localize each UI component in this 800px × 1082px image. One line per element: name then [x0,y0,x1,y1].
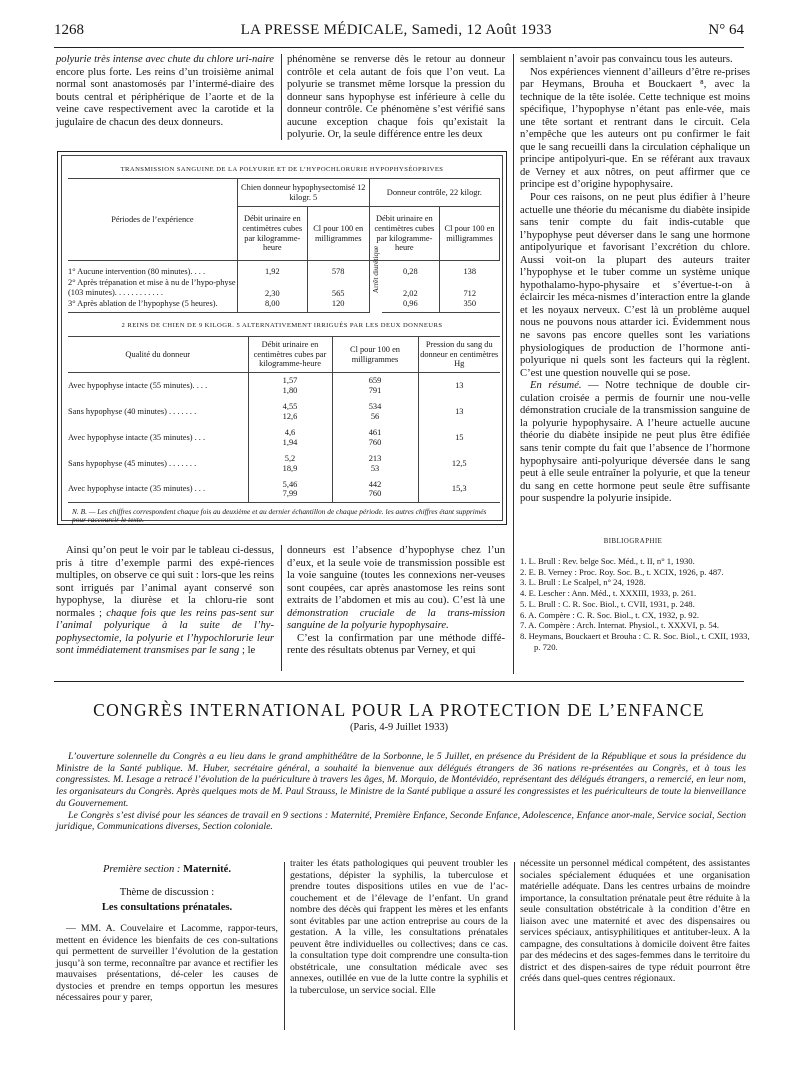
italic-phrase: En résumé. [530,380,582,392]
table2-value: 7,99 [282,489,298,499]
table2-pressure: 13 [418,399,500,425]
paragraph: Nos expériences viennent d’ailleurs d’être re-prises par Heymans, Brouha et Bouckaert ⁸, avec la technique de la tête isolée. Cette technique est moins spécifique, l’hypophyse n’étant pas enle-vée, mais une tête sortant et rentrant dans le circuit. Cela n’empêche que les auteurs ont pu confirmer le fait que le sang recueilli dans la circulation céphalique un principe antipolyuri-que. En se référant aux travaux de Verney et aux nôtres, on peut affirmer que ce principe est d’origine hypophysaire. [520,66,750,191]
table2 [68,336,500,503]
table2-row [68,451,500,477]
table1-header-group-a: Chien donneur hypophysectomisé 12 kilogr. 5 [237,179,369,207]
table2-value: 1,94 [282,437,298,447]
paragraph: — MM. A. Couvelaire et Lacomme, rappor-teurs, mettent en évidence les bienfaits de ces con-sultations qui permettent de surveiller l’évolution de la gestation jusqu’à son terme, reconnaître par avance et rectifier les mauvaises présentations, dé-celer les causes de dystocies et prendre en temps opportun les mesures nécessaires pour y parer, [56,923,278,1003]
table1-cell: 350 [440,299,500,313]
table2-value: 791 [368,385,382,395]
congress-title: CONGRÈS INTERNATIONAL POUR LA PROTECTION DE L’ENFANCE [93,700,705,720]
bibliography-list [520,556,750,652]
paragraph: C’est la confirmation par une méthode diffé-rente des résultats obtenus par Verney, et qui [287,632,505,657]
paragraph: polyurie très intense avec chute du chlore uri-naire encore plus forte. Les reins d’un troisième animal normal sont anastomosés par l’intermé-diaire des bouts central et périphérique de l’aorte et de la veine cave respectivement avec la carotide et la jugulaire de chacun des deux donneurs. [56,54,274,128]
paragraph: traiter les états pathologiques qui peuvent troubler les gestations, dépister la syphilis, la tuberculose et prendre toutes dispositions utiles en vue de l’ac-couchement et de l’élevage de l’enfant. Un grand nombre des décès qui frappent les mères et les enfants sont évitables par une action entreprise au cours de la gestation. A la ville, les consultations prénatales peuvent être individuelles ou collectives; dans ce cas. la consultation type doit comprendre une consulta-tion obstétricale, une consultation médicale avec ses annexes, outillée en vue de la lutte contre la syphilis et la tuberculose, un service social. Elle [290,858,508,996]
table2-row [68,425,500,451]
table2-header-cl: Cl pour 100 en milligrammes [332,337,418,373]
table2-debit [248,477,332,503]
italic-phrase: polyurie très intense avec chute du chlore uri-naire [56,54,274,65]
column-middle-top [287,54,505,142]
bibliography-item: 5. L. Brull : C. R. Soc. Biol., t. CVII, 1931, p. 248. [520,598,695,609]
column-middle-bottom [287,545,505,658]
table2-caption: 2 REINS DE CHIEN DE 9 KILOGR. 5 ALTERNATIVEMENT IRRIGUÉS PAR LES DEUX DONNEURS [121,322,443,329]
table2-value: 4,6 [284,427,296,437]
column-left-bottom [56,545,274,658]
tables-frame [57,151,507,525]
table2-cl [332,399,418,425]
table2-value: 534 [368,401,382,411]
table1-row [68,277,500,299]
table2-pressure: 13 [418,373,500,399]
table2-cl [332,477,418,503]
table1-cell: 578 [307,261,369,277]
table1-row [68,299,500,313]
table1-cell: 2,02 [403,289,418,298]
table2-value: 5,2 [284,453,296,463]
table2-note: N. B. — Les chiffres correspondent chaque fois au deuxième et au dernier échantillon de chaque période. les autres chiffres étant supprimés pour raccourcir le texte. [72,507,487,525]
bibliography-item: 3. L. Brull : Le Scalpel, n° 24, 1928. [520,577,646,588]
table2-debit [248,425,332,451]
bibliography-item: 8. Heymans, Bouckaert et Brouha : C. R. Soc. Biol., t. CXII, 1933, p. 720. [520,630,750,652]
table1-cell: 2,30 [237,277,307,299]
table1-cell: 120 [307,299,369,313]
paragraph: L’ouverture solennelle du Congrès a eu lieu dans le grand amphithéâtre de la Sorbonne, le 5 Juillet, en présence du Président de la République et sous la présidence du Ministre de la Santé publique. M. Huber, secrétaire général, a souhaité la bienvenue aux délégués étrangers de 36 nations re-présentées au Congrès, et à tous les congressistes. M. Lesage a retracé l’évolution de la puériculture à travers les âges, M. Morquio, de Montévidéo, représentant des délégués étrangers, a remercié, en leur nom, les organisateurs du Congrès. Après quelques mots de M. Paul Strauss, le Ministre de la Santé publique a assuré les congressistes et les puériculteurs de toute la bienveillance du Gouvernement. [56,751,746,809]
table2-pressure: 15 [418,425,500,451]
table2-row [68,373,500,399]
table1-period: 1° Aucune intervention (80 minutes). . . . [68,267,206,276]
journal-title: LA PRESSE MÉDICALE, Samedi, 12 Août 1933 [240,22,552,38]
table1-rotated-cell [369,245,382,313]
paragraph: Le Congrès s’est divisé pour les séances de travail en 9 sections : Maternité, Première Enfance, Seconde Enfance, Adolescence, Enfance anor-male, Service social, Section juridique, Communications diverses, Section coloniale. [56,809,746,833]
table2-cl [332,451,418,477]
paragraph: En résumé. — Notre technique de double cir-culation croisée a permis de fournir une nou-velle démonstration cruciale de la transmission sanguine de la polyurie hypophysaire. A l’heure actuelle aucune théorie du diabète insipide ne peut plus être édifiée sans tenir compte du fait que l’absence de l’hormone hypophysaire anti-polyurique déversée dans le sang peut à elle seule entraîner la polyurie, et que la teneur du sang en cette hormone peut seule être suffisante pour suspendre la polyurie insipide. [520,380,750,505]
table1-subheader-cl-b: Cl pour 100 en milligrammes [440,207,500,261]
table1-cell: 8,00 [237,299,307,313]
page-header [54,22,744,44]
italic-phrase: chaque fois que les reins pas-sent sur l’animal polyurique à la suite de l’hy-pophysectomie, la polyurie et l’hypochlorurie leur sont immédiatement transmises par le sang [56,607,275,657]
table2-debit [248,399,332,425]
table2-pressure: 12,5 [418,451,500,477]
table2-debit [248,451,332,477]
bibliography-item: 1. L. Brull : Rev. belge Soc. Méd., t. II, n° 1, 1930. [520,556,695,566]
section-heading: Première section : Maternité. [102,864,232,875]
table2-value: 760 [368,489,382,499]
table1-cell: 712 [440,277,500,299]
table2-debit [248,373,332,399]
italic-phrase: démonstration cruciale de la trans-mission sanguine de la polyurie hypophysaire. [287,607,505,632]
page-number: 1268 [54,22,84,38]
tables-inner-frame [61,155,503,525]
paragraph: donneurs est l’absence d’hypophyse chez l’un d’eux, et la seule voie de transmission possible est la voie sanguine (toutes les connexions ner-veuses sont coupées, car après anastomose les reins sont extraits de l’abdomen et mis au cou). C’est là une démonstration cruciale de la trans-mission sanguine de la polyurie hypophysaire. [287,545,505,632]
table1-period: 3° Après ablation de l’hypophyse (5 heures). [68,299,237,313]
table2-value: 18,9 [282,463,298,473]
column-right [520,54,750,506]
paragraph: Ainsi qu’on peut le voir par le tableau ci-dessus, pris à titre d’exemple parmi des expé-riences multiples, on observe ce qui suit : lors-que les reins sont irrigués par l’animal ayant conservé son hypophyse, la diurèse et la chloru-rie sont normales ; chaque fois que les reins pas-sent sur l’animal polyurique à la suite de l’hy-pophysectomie, la polyurie et l’hypochlorurie leur sont immédiatement transmises par le sang ; le [56,545,275,657]
column-separator [514,862,515,1030]
bibliography-item: 4. E. Lescher : Ann. Méd., t. XXXIII, 1933, p. 261. [520,588,697,599]
congress-intro [56,751,746,833]
column-separator [281,545,282,671]
table2-value: 442 [368,479,382,489]
congress-column-2 [290,858,508,996]
table2-header-quality: Qualité du donneur [68,337,248,373]
table1-subheader-debit-b: Débit urinaire en centimètres cubes par kilogramme-heure [369,207,439,261]
paragraph: nécessite un personnel médical compétent, des assistantes sociales spécialement éduquées et une organisation matérielle adéquate. Dans les centres urbains de moindre importance, la consultation prénatale peut être réduite à la seule consultation obstétricale à la condition d’être en liaison avec une maternité et avec des dispensaires ou services spéciaux, antisyphilitiques et antituber-leux. A la campagne, des consultations à domicile doivent être faites par des médecins et des sages-femmes dans le territoire du district et des dispen-saires de type réduit pourront être créés dans quel-ques centres régionaux. [520,858,750,984]
table1 [68,178,500,313]
table1-period: 2° Après trépanation et mise à nu de l’hypo-physe (103 minutes). . . . . . . . . . . . [68,278,236,297]
table1-header-periods: Périodes de l’expérience [68,179,237,261]
table2-pressure: 15,3 [418,477,500,503]
table1-cell: 138 [440,261,500,277]
table2-row [68,399,500,425]
column-left-top [56,54,274,129]
paragraph: semblaient n’avoir pas convaincu tous les auteurs. [520,54,733,65]
column-separator [281,54,282,140]
table1-cell: 565 [307,277,369,299]
table1-cell: 0,28 [403,267,418,276]
table1-row [68,261,500,277]
table2-value: 4,55 [282,401,298,411]
table1-subheader-debit-a: Débit urinaire en centimètres cubes par kilogramme-heure [237,207,307,261]
table2-value: 1,57 [282,376,298,386]
table2-quality: Avec hypophyse intacte (55 minutes). . . . [68,380,208,390]
table2-cl [332,425,418,451]
table2-header-pressure: Pression du sang du donneur en centimètres Hg [418,337,500,373]
table1-header-group-b: Donneur contrôle, 22 kilogr. [369,179,499,207]
table2-cl [332,373,418,399]
table2-value: 213 [368,453,382,463]
column-separator [284,862,285,1030]
table2-quality: Avec hypophyse intacte (35 minutes) . . . [68,432,206,442]
table2-row [68,477,500,503]
paragraph: phénomène se renverse dès le retour au donneur contrôle et cela autant de fois que l’on veut. La polyurie se transmet même lorsque la pression du donneur sans hypophyse est inférieure à celle du donneur contrôle. Ce phénomène s’est vérifié sans aucune exception chaque fois qu’existait la polyurie. Or, la seule différence entre les deux [287,54,505,141]
table2-quality: Avec hypophyse intacte (35 minutes) . . . [68,477,248,503]
congress-column-3 [520,858,750,985]
congress-column-1 [56,862,278,1004]
table2-value: 5,46 [282,479,298,489]
table1-rotated-note: Arrêt diurétique [370,245,380,293]
table1-subheader-cl-a: Cl pour 100 en milligrammes [307,207,369,261]
congress-subtitle: (Paris, 4-9 Juillet 1933) [349,722,449,733]
table2-value: 56 [370,411,380,421]
issue-number: N° 64 [708,22,744,38]
bibliography-item: 2. E. B. Verney : Proc. Roy. Soc. B., t. XCIX, 1926, p. 487. [520,566,724,577]
table1-caption: TRANSMISSION SANGUINE DE LA POLYURIE ET DE L’HYPOCHLORURIE HYPOPHYSÉOPRIVES [120,166,444,173]
table2-quality: Sans hypophyse (45 minutes) . . . . . . . [68,458,197,468]
table2-quality: Sans hypophyse (40 minutes) . . . . . . . [68,406,197,416]
table2-value: 53 [370,463,380,473]
table2-header-debit: Débit urinaire en centimètres cubes par kilogramme-heure [248,337,332,373]
bibliography-title: BIBLIOGRAPHIE [603,538,663,545]
header-rule [54,47,744,48]
table1-cell: 1,92 [237,261,307,277]
section-rule [54,681,744,682]
table2-value: 461 [368,427,382,437]
bibliography-item: 6. A. Compère : C. R. Soc. Biol., t. CX, 1932, p. 92. [520,609,700,620]
table2-value: 659 [368,376,382,386]
column-separator [513,54,514,674]
table2-value: 1,80 [282,385,298,395]
table2-value: 760 [368,437,382,447]
theme-label: Thème de discussion : [119,887,215,898]
theme-name: Les consultations prénatales. [101,902,233,913]
table1-cell: 0,96 [382,299,440,313]
paragraph: Pour ces raisons, on ne peut plus édifier à l’heure actuelle une théorie du mécanisme du diabète insipide sans tenir compte du fait indis-cutable que l’hypophyse peut déverser dans le sang une hormone antipolyurique et favorisant l’excrétion du chlore. Aussi voit-on la plupart des auteurs traiter l’hypophyse et le tuber comme un système unique hypothalamo-hypo-physaire et s’évertue-t-on à éclaircir les méca-nismes d’interaction entre la glande et les noyaux nerveux. C’est là un problème auquel nous ne pouvons nous attarder ici. Évidemment nous ne savons pas encore quelles sont les variations physiologiques de production de l’hormone anti-polyurique ni quels sont les facteurs qui la règlent. C’est une question nouvelle qui se pose. [520,192,750,379]
bibliography-item: 7. A. Compère : Arch. Internat. Physiol., t. XXXVI, p. 54. [520,620,720,631]
table2-value: 12,6 [282,411,298,421]
